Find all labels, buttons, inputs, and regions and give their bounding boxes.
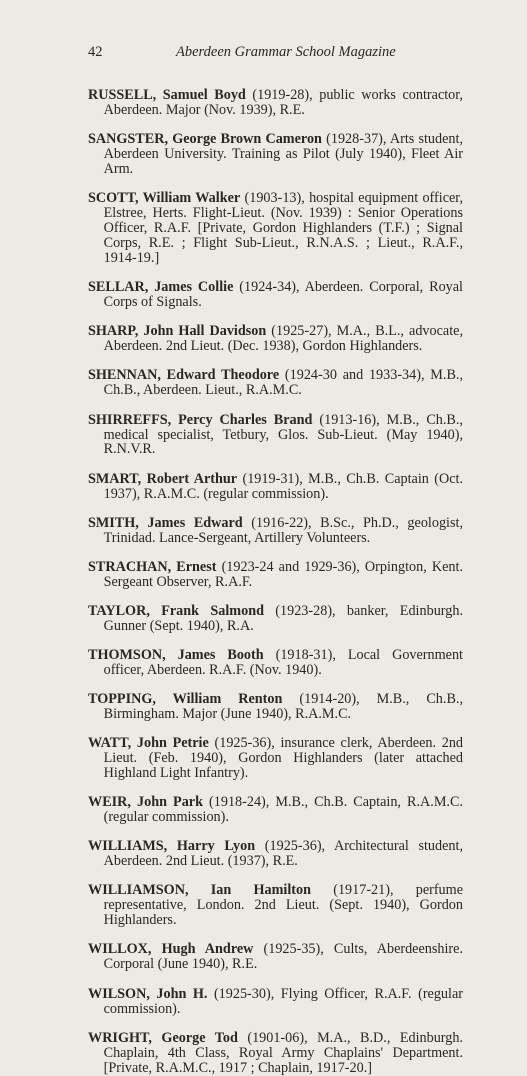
entry-details: (1924-34), Aberdeen. Corporal, Royal Corps of Signals.: [103, 279, 464, 311]
roll-entry: [88, 736, 463, 781]
entry-details: (1923-24 and 1929-36), Orpington, Kent. Sergeant Observer, R.A.F.: [103, 558, 463, 590]
entry-name: WILSON, John H.: [88, 985, 208, 1002]
entry-name: WATT, John Petrie: [88, 735, 209, 752]
roll-entry: [88, 516, 463, 546]
entry-details: (1917-21), perfume representative, London. 2nd Lieut. (Sept. 1940), Gordon Highlanders.: [103, 882, 463, 929]
roll-entries: [88, 74, 463, 1076]
roll-entry: [88, 191, 463, 266]
entry-details: (1901-06), M.A., B.D., Edinburgh. Chaplain, 4th Class, Royal Army Chaplains' Department. [Private, R.A.M.C., 1917 ; Chaplain, 1917-20.]: [103, 1029, 464, 1076]
entry-name: SHARP, John Hall Davidson: [88, 323, 267, 340]
roll-entry: [88, 692, 463, 722]
roll-entry: [88, 648, 463, 678]
entry-name: WILLIAMSON, Ian Hamilton: [88, 882, 311, 899]
roll-entry: [88, 883, 463, 928]
page-number: 42: [88, 44, 103, 60]
entry-details: (1925-35), Cults, Aberdeenshire. Corporal (June 1940), R.E.: [103, 941, 463, 973]
roll-entry: [88, 280, 463, 310]
roll-entry: [88, 472, 463, 502]
roll-entry: [88, 560, 463, 590]
entry-name: SHENNAN, Edward Theodore: [88, 367, 280, 384]
roll-entry: [88, 324, 463, 354]
entry-name: SELLAR, James Collie: [88, 279, 234, 296]
entry-details: (1918-31), Local Government officer, Aberdeen. R.A.F. (Nov. 1940).: [103, 646, 463, 678]
roll-entry: [88, 987, 463, 1017]
entry-details: (1919-31), M.B., Ch.B. Captain (Oct. 1937), R.A.M.C. (regular commission).: [103, 470, 464, 502]
entry-name: THOMSON, James Booth: [88, 646, 264, 663]
roll-entry: [88, 132, 463, 177]
roll-entry: [88, 368, 463, 398]
entry-details: (1919-28), public works contractor, Aberdeen. Major (Nov. 1939), R.E.: [103, 87, 463, 119]
entry-name: SMART, Robert Arthur: [88, 470, 238, 487]
entry-name: TAYLOR, Frank Salmond: [88, 602, 264, 619]
entry-details: (1925-36), Architectural student, Aberdeen. 2nd Lieut. (1937), R.E.: [103, 838, 463, 870]
running-title: Aberdeen Grammar School Magazine: [176, 44, 396, 60]
roll-entry: [88, 88, 463, 118]
entry-details: (1924-30 and 1933-34), M.B., Ch.B., Aberdeen. Lieut., R.A.M.C.: [103, 367, 464, 399]
entry-details: (1925-27), M.A., B.L., advocate, Aberdeen. 2nd Lieut. (Dec. 1938), Gordon Highlanders.: [103, 323, 463, 355]
entry-details: (1918-24), M.B., Ch.B. Captain, R.A.M.C. (regular commission).: [103, 794, 463, 826]
entry-name: SMITH, James Edward: [88, 514, 243, 531]
entry-name: STRACHAN, Ernest: [88, 558, 217, 575]
roll-entry: [88, 839, 463, 869]
entry-name: SANGSTER, George Brown Cameron: [88, 131, 322, 148]
roll-entry: [88, 413, 463, 458]
entry-details: (1916-22), B.Sc., Ph.D., geologist, Trinidad. Lance-Sergeant, Artillery Volunteers.: [103, 514, 463, 546]
entry-name: SCOTT, William Walker: [88, 190, 241, 207]
roll-entry: [88, 942, 463, 972]
entry-name: TOPPING, William Renton: [88, 691, 283, 708]
roll-entry: [88, 604, 463, 634]
entry-details: (1914-20), M.B., Ch.B., Birmingham. Major (June 1940), R.A.M.C.: [103, 691, 463, 723]
entry-name: RUSSELL, Samuel Boyd: [88, 87, 246, 104]
roll-entry: [88, 1031, 463, 1076]
entry-name: WRIGHT, George Tod: [88, 1029, 238, 1046]
entry-details: (1925-30), Flying Officer, R.A.F. (regular commission).: [103, 985, 463, 1017]
entry-name: WILLOX, Hugh Andrew: [88, 941, 254, 958]
page-header: [88, 44, 487, 66]
entry-details: (1913-16), M.B., Ch.B., medical specialist, Tetbury, Glos. Sub-Lieut. (May 1940), R.N.V.R.: [103, 411, 463, 458]
entry-name: SHIRREFFS, Percy Charles Brand: [88, 411, 313, 428]
entry-details: (1928-37), Arts student, Aberdeen University. Training as Pilot (July 1940), Fleet Air Arm.: [103, 131, 464, 178]
entry-details: (1903-13), hospital equipment officer, Elstree, Herts. Flight-Lieut. (Nov. 1939) : Senior Operations Officer, R.A.F. [Private, Gordon Highlanders (T.F.) ; Signal Corps, R.E. ; Flight Sub-Lieut., R.N.A.S. ; Lieut., R.A.F., 1914-19.]: [103, 190, 463, 267]
entry-details: (1925-36), insurance clerk, Aberdeen. 2nd Lieut. (Feb. 1940), Gordon Highlanders (later attached Highland Light Infantry).: [103, 735, 464, 782]
entry-name: WEIR, John Park: [88, 794, 203, 811]
entry-details: (1923-28), banker, Edinburgh. Gunner (Sept. 1940), R.A.: [103, 602, 463, 634]
roll-entry: [88, 795, 463, 825]
entry-name: WILLIAMS, Harry Lyon: [88, 838, 256, 855]
